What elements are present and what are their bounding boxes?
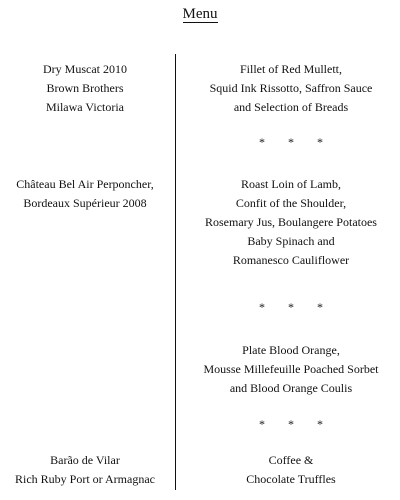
course-2 (183, 175, 399, 270)
wine-pairing-1 (0, 60, 170, 117)
course-line: Chocolate Truffles (246, 472, 336, 486)
column-divider (175, 54, 176, 490)
wine-line: Rich Ruby Port or Armagnac (15, 472, 155, 486)
wine-line: Barão de Vilar (50, 453, 120, 467)
course-line: and Blood Orange Coulis (229, 381, 353, 395)
course-line: Rosemary Jus, Boulangere Potatoes (205, 215, 377, 229)
menu-title (0, 6, 400, 23)
wine-line: Dry Muscat 2010 (43, 62, 127, 76)
course-line: Fillet of Red Mullett, (240, 62, 342, 76)
course-4 (183, 451, 399, 489)
wine-pairing-2 (0, 175, 170, 213)
course-line: Romanesco Cauliflower (232, 253, 350, 267)
wine-line: Bordeaux Supérieur 2008 (23, 196, 147, 210)
course-line: Coffee & (268, 453, 314, 467)
course-separator: * * * (259, 300, 333, 314)
wine-pairing-3 (0, 451, 170, 489)
course-line: Baby Spinach and (247, 234, 335, 248)
course-separator: * * * (259, 417, 333, 431)
wine-line: Château Bel Air Perponcher, (16, 177, 154, 191)
course-3 (183, 341, 399, 398)
course-line: and Selection of Breads (233, 100, 349, 114)
wine-line: Brown Brothers (46, 81, 124, 95)
course-1 (183, 60, 399, 117)
course-line: Plate Blood Orange, (242, 343, 340, 357)
course-line: Roast Loin of Lamb, (241, 177, 341, 191)
course-line: Mousse Millefeuille Poached Sorbet (203, 362, 379, 376)
menu-title-text: Menu (182, 6, 218, 22)
wine-line: Milawa Victoria (45, 100, 125, 114)
course-separator: * * * (259, 135, 333, 149)
course-line: Squid Ink Rissotto, Saffron Sauce (209, 81, 373, 95)
course-line: Confit of the Shoulder, (235, 196, 347, 210)
